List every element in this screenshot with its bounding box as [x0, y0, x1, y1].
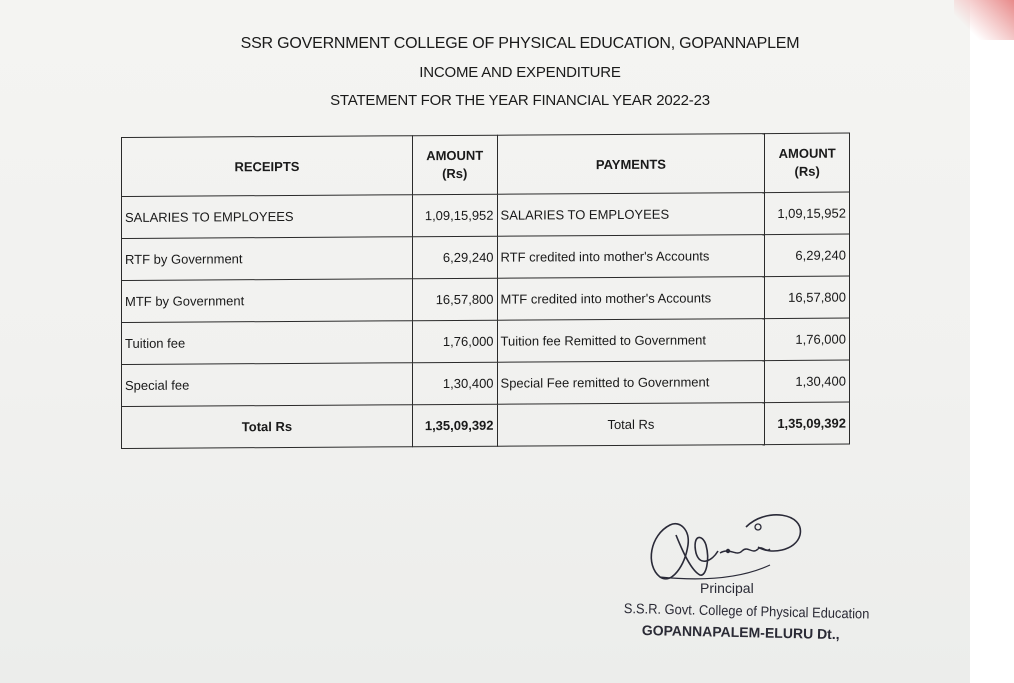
income-expenditure-table — [121, 133, 850, 449]
payment-amount-cell: 16,57,800 — [765, 276, 850, 319]
receipt-cell: Special fee — [122, 363, 413, 407]
signatory-title: Principal — [700, 580, 754, 596]
payment-cell: MTF credited into mother's Accounts — [497, 277, 765, 321]
payment-amount-cell: 1,30,400 — [765, 360, 850, 403]
receipt-amount-header — [412, 135, 497, 195]
amount-label: AMOUNT — [426, 147, 484, 164]
payment-total-label: Total Rs — [497, 403, 765, 447]
payment-cell: SALARIES TO EMPLOYEES — [497, 193, 765, 237]
statement-subtitle: INCOME AND EXPENDITURE — [419, 64, 621, 81]
payment-total-amount: 1,35,09,392 — [765, 402, 850, 445]
receipt-total-amount: 1,35,09,392 — [412, 404, 497, 447]
receipt-amount-cell: 1,76,000 — [412, 320, 497, 363]
statement-period: STATEMENT FOR THE YEAR FINANCIAL YEAR 2022-23 — [330, 92, 710, 109]
table-header-row — [122, 133, 850, 196]
receipts-header: RECEIPTS — [122, 136, 413, 197]
page-corner-shadow — [954, 0, 1014, 40]
payments-header: PAYMENTS — [497, 134, 765, 195]
college-name: SSR GOVERNMENT COLLEGE OF PHYSICAL EDUCATION, GOPANNAPLEM — [240, 35, 800, 52]
signatory-institution: S.S.R. Govt. College of Physical Education — [623, 600, 870, 622]
payment-cell: RTF credited into mother's Accounts — [497, 235, 765, 279]
table-row — [122, 192, 850, 238]
receipt-cell: RTF by Government — [122, 237, 413, 281]
table-row — [122, 234, 850, 280]
payment-cell: Special Fee remitted to Government — [497, 361, 765, 405]
payment-amount-header — [765, 133, 850, 193]
receipt-cell: SALARIES TO EMPLOYEES — [122, 195, 413, 239]
receipt-cell: MTF by Government — [122, 279, 413, 323]
receipt-cell: Tuition fee — [122, 321, 413, 365]
receipt-amount-cell: 1,30,400 — [412, 362, 497, 405]
principal-signature — [640, 505, 810, 590]
receipt-amount-cell: 16,57,800 — [412, 278, 497, 321]
amount-label: AMOUNT — [778, 145, 836, 161]
table-row — [122, 318, 850, 364]
signatory-location: GOPANNAPALEM-ELURU Dt., — [641, 622, 840, 643]
total-row — [122, 402, 850, 448]
payment-amount-cell: 1,09,15,952 — [765, 192, 850, 235]
amount-unit: (Rs) — [442, 165, 468, 182]
table-row — [122, 360, 850, 406]
amount-unit: (Rs) — [794, 163, 820, 179]
payment-amount-cell: 6,29,240 — [765, 234, 850, 277]
receipt-total-label: Total Rs — [122, 405, 413, 449]
payment-amount-cell: 1,76,000 — [765, 318, 850, 361]
receipt-amount-cell: 6,29,240 — [412, 236, 497, 279]
receipt-amount-cell: 1,09,15,952 — [412, 194, 497, 237]
payment-cell: Tuition fee Remitted to Government — [497, 319, 765, 363]
table-row — [122, 276, 850, 322]
